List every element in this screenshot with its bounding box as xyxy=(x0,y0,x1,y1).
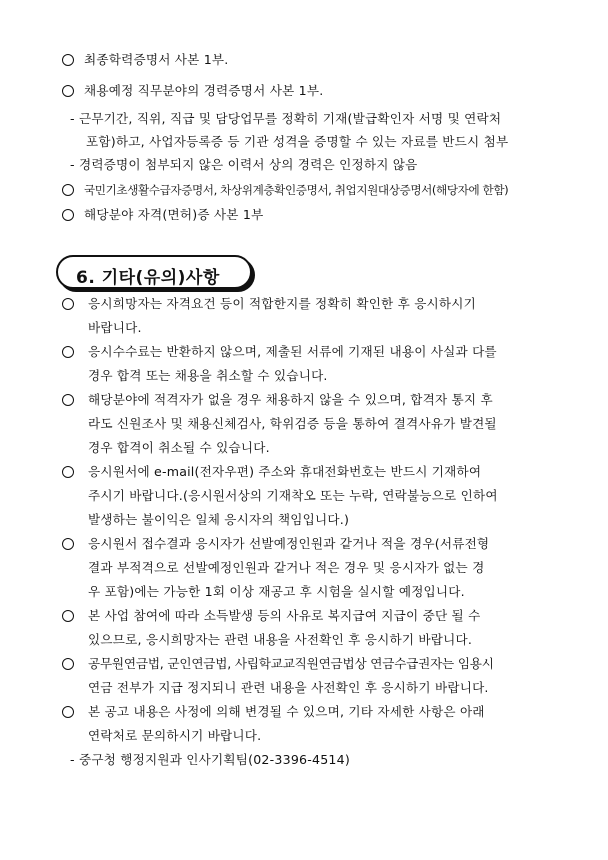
circle-bullet-icon xyxy=(62,54,74,66)
circle-bullet-icon xyxy=(62,658,74,670)
circle-bullet-icon xyxy=(62,346,74,358)
circle-bullet-icon xyxy=(62,706,74,718)
item-text: 채용예정 직무분야의 경력증명서 사본 1부. xyxy=(84,83,324,98)
circle-bullet-icon xyxy=(62,298,74,310)
document-page: 최종학력증명서 사본 1부. 채용예정 직무분야의 경력증명서 사본 1부. - 근무기간, 직위, 직급 및 담당업무를 정확히 기재(발급확인자 서명 및 연락처 포함)하고, 사업자등록증 등 기관 성격을 증명할 수 있는 자료를 반드시 첨부 - 경력증명이 첨부되지 않은 이력서 상의 경력은 인정하지 않음 국민기초생활수급자증명서, 차상위계층확인증명서, 취업지원대상증명서(해당자에 한함) 해당분야 자격(면허)증 사본 1부 6. 기타(유의)사항 응시희망자는 자격요건 등이 적합한지를 정확히 확인한 후 응시하시기 바랍니다. 응시수수료는 반환하지 않으며, 제출된 서류에 기재된 내용이 사실과 다를 경우 합격 또는 채용을 취소할 수 있습니다. 해당분야에 적격자가 없을 경우 채용하지 않을 수 있으며, 합격자 통지 후 라도 신원조사 및 채용신체검사, 학위검증 등을 통하여 결격사유가 발견될 경우 합격이 취소될 수 있습니다. 응시원서에 e-mail(전자우편) 주소와 휴대전화번호는 반드시 기재하여 주시기 바랍니다.(응시원서상의 기재착오 또는 누락, 연락불능으로 인하여 발생하는 불이익은 일체 응시자의 책임입니다.) 응시원서 접수결과 응시자가 선발예정인원과 같거나 적을 경우(서류전형 결과 부적격으로 선발예정인원과 같거나 적은 경우 및 응시자가 없는 경 우 포함)에는 가능한 1회 이상 재공고 후 시험을 실시할 예정입니다. 본 사업 참여에 따라 소득발생 등의 사유로 복지급여 지급이 중단 될 수 있으므로, 응시희망자는 관련 내용을 사전확인 후 응시하기 바랍니다. 공무원연금법, 군인연금법, 사립학교교직원연금법상 연금수급권자는 임용시 연금 전부가 지급 정지되니 관련 내용을 사전확인 후 응시하기 바랍니다. 본 공고 내용은 사정에 의해 변경될 수 있으며, 기타 자세한 사항은 아래 연락처로 문의하시기 바랍니다. - 중구청 행정지원과 인사기획팀(02-3396-4514) xyxy=(0,0,608,860)
section-heading-text: 6. 기타(유의)사항 xyxy=(76,268,220,288)
circle-bullet-icon xyxy=(62,184,74,196)
circle-bullet-icon xyxy=(62,610,74,622)
section-heading xyxy=(56,255,252,289)
item-text: 최종학력증명서 사본 1부. xyxy=(84,52,229,67)
item-text: 해당분야 자격(면허)증 사본 1부 xyxy=(84,207,264,222)
circle-bullet-icon xyxy=(62,394,74,406)
circle-bullet-icon xyxy=(62,538,74,550)
circle-bullet-icon xyxy=(62,209,74,221)
circle-bullet-icon xyxy=(62,466,74,478)
circle-bullet-icon xyxy=(62,85,74,97)
item-text: 국민기초생활수급자증명서, 차상위계층확인증명서, 취업지원대상증명서(해당자에 한함) xyxy=(84,183,509,197)
